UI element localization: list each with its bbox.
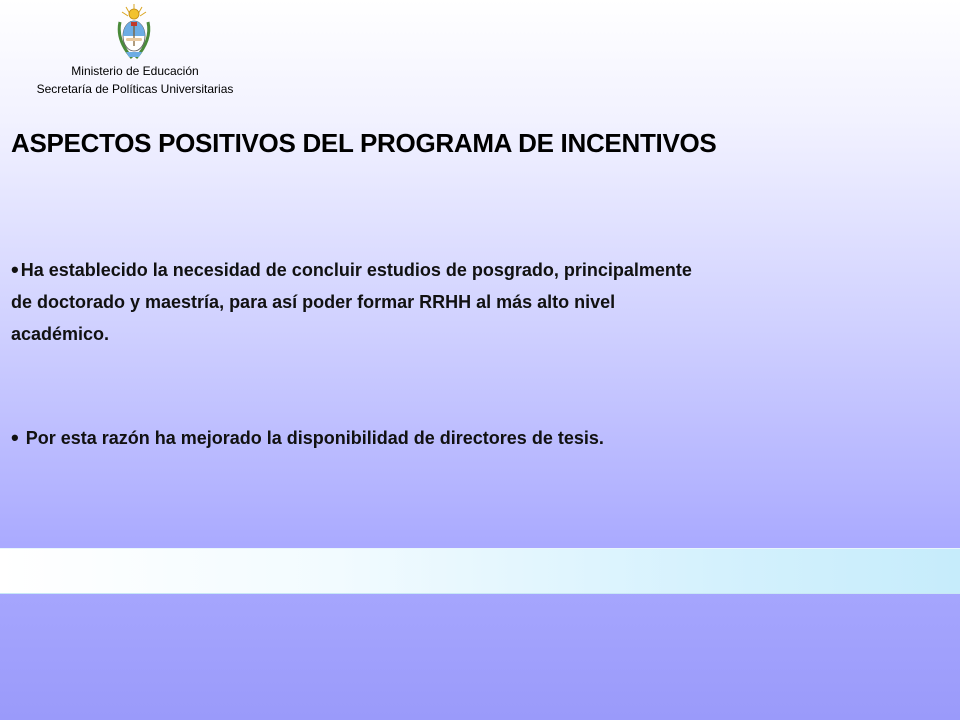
bullet-text-line: de doctorado y maestría, para así poder formar RRHH al más alto nivel: [11, 292, 616, 312]
bullet-text-line: Por esta razón ha mejorado la disponibilidad de directores de tesis.: [20, 428, 604, 448]
background-band: [0, 548, 960, 594]
secretariat-name: Secretaría de Políticas Universitarias: [36, 82, 234, 96]
ministry-name: Ministerio de Educación: [71, 64, 199, 78]
bullet-dot: •: [11, 425, 19, 450]
bullet-item-directores: [11, 422, 931, 454]
bullet-text-line: académico.: [11, 324, 110, 344]
argentina-coat-of-arms-icon: [114, 2, 154, 62]
slide-title: ASPECTOS POSITIVOS DEL PROGRAMA DE INCENTIVOS: [11, 128, 717, 158]
bullet-text-line: Ha establecido la necesidad de concluir estudios de posgrado, principalmente: [20, 260, 692, 280]
bullet-dot: •: [11, 257, 19, 282]
bullet-item-posgrado: [11, 254, 931, 350]
